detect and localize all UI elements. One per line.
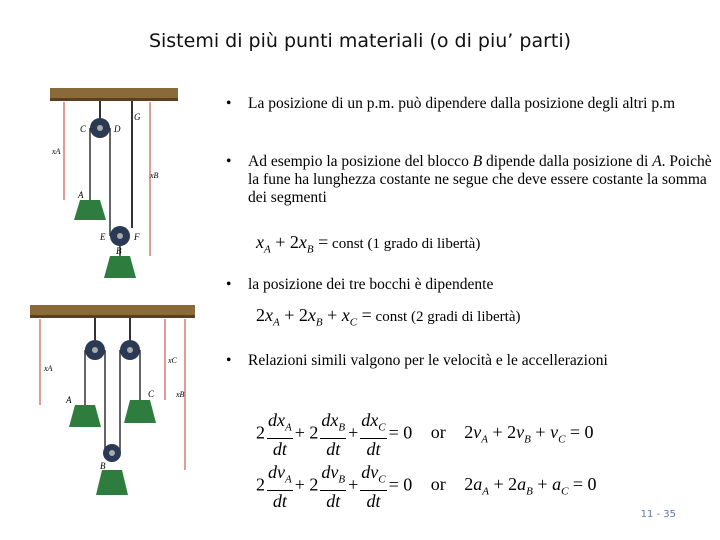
svg-text:xB: xB — [150, 171, 159, 180]
equation-3-rhs: $2v_A + 2v_B + v_C = 0$ — [464, 422, 594, 447]
bullet-2-text-b: dipende dalla posizione di — [482, 153, 653, 170]
equation-4-or: or — [430, 474, 446, 495]
bullet-2-text-c: . Poichè la fune ha lunghezza costante ne segue che deve essere costante la somma dei segmenti — [248, 153, 712, 206]
bullet-4: • Relazioni simili valgono per le velocità e le accellerazioni — [226, 352, 608, 369]
svg-text:A: A — [66, 395, 72, 405]
svg-text:G: G — [134, 112, 141, 122]
svg-text:B: B — [116, 246, 122, 256]
pulley-system-figure-top — [50, 88, 180, 283]
equation-2 — [256, 305, 521, 329]
svg-text:E: E — [100, 232, 106, 242]
svg-text:C: C — [80, 124, 87, 134]
svg-text:xB: xB — [176, 390, 185, 399]
bullet-2-text-a: Ad esempio la posizione del blocco — [248, 153, 473, 170]
equation-2-rhs: const (2 gradi di libertà) — [375, 309, 521, 325]
svg-text:xA: xA — [52, 147, 61, 156]
pulley-system-figure-bottom — [30, 305, 200, 500]
var-b: B — [472, 153, 483, 170]
var-a: A — [652, 153, 662, 170]
equation-3: 2 $\frac{dx_A}{dt}$ + 2 $\frac{dx_B}{dt}$ + $\frac{dx_C}{dt}$ = 0 or $2v_A + 2v_B + v_C = 0$ — [256, 410, 594, 459]
svg-text:F: F — [134, 232, 140, 242]
slide-title: Sistemi di più punti materiali (o di piu’ parti) — [148, 30, 572, 52]
bullet-3-text: la posizione dei tre bocchi è dipendente — [248, 276, 494, 293]
equation-3-or: or — [430, 422, 446, 443]
bullet-1-text: La posizione di un p.m. può dipendere dalla posizione degli altri p.m — [248, 95, 676, 112]
svg-text:B: B — [100, 461, 106, 471]
equation-4-rhs: $2a_A + 2a_B + a_C = 0$ — [464, 474, 597, 499]
equation-1-lhs: $x_A + 2x_B$ = — [256, 232, 329, 256]
bullet-3: • la posizione dei tre bocchi è dipendente — [226, 276, 494, 293]
bullet-1: • La posizione di un p.m. può dipendere dalla posizione degli altri p.m — [226, 95, 676, 112]
page-number: 11 - 35 — [640, 509, 676, 520]
bullet-2: • Ad esempio la posizione del blocco B dipende dalla posizione di A. Poichè la fune ha lunghezza costante ne segue che deve essere costante la somma dei segmenti — [226, 153, 712, 206]
bullet-4-text: Relazioni simili valgono per le velocità e le accellerazioni — [248, 352, 608, 369]
equation-1-rhs: const (1 grado di libertà) — [332, 236, 481, 252]
equation-4: 2 $\frac{dv_A}{dt}$ + 2 $\frac{dv_B}{dt}$ + $\frac{dv_C}{dt}$ = 0 or $2a_A + 2a_B + a_C = 0$ — [256, 462, 597, 511]
equation-2-lhs: $2x_A + 2x_B + x_C$ = — [256, 305, 372, 329]
svg-text:xC: xC — [168, 356, 177, 365]
svg-text:D: D — [114, 124, 121, 134]
svg-text:A: A — [78, 190, 84, 200]
svg-text:xA: xA — [44, 364, 53, 373]
svg-text:C: C — [148, 389, 155, 399]
equation-1 — [256, 232, 480, 256]
